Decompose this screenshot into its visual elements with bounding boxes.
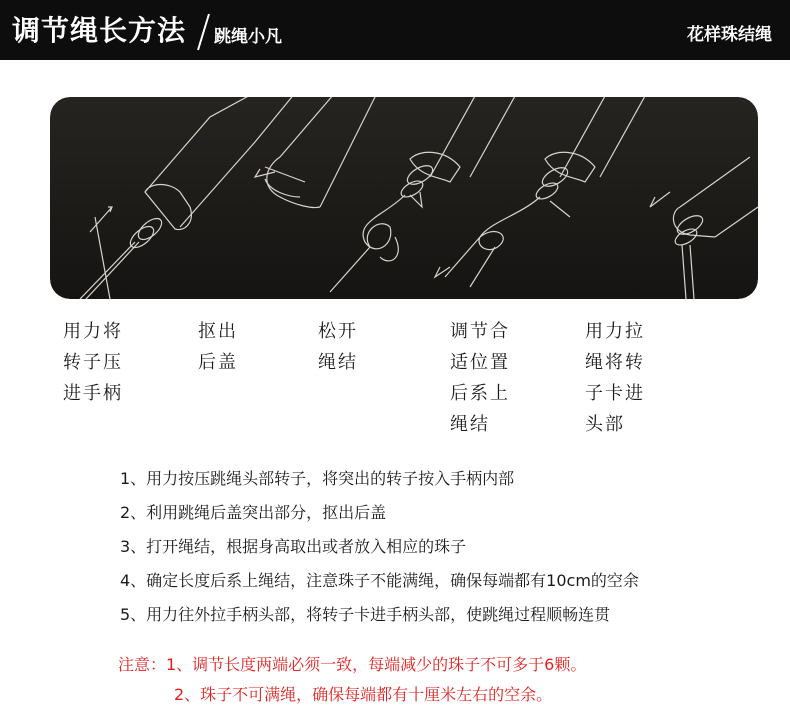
instruction-item: 3、打开绳结，根据身高取出或者放入相应的珠子 xyxy=(120,537,467,556)
product-name: 花样珠结绳 xyxy=(687,25,772,45)
step-label-line: 转子压 xyxy=(63,352,123,373)
step-label-line: 后系上 xyxy=(450,383,510,404)
step-labels xyxy=(0,316,790,446)
step-label-1 xyxy=(63,316,143,409)
instruction-item: 4、确定长度后系上绳结，注意珠子不能满绳，确保每端都有10cm的空余 xyxy=(120,571,639,590)
page-title: 调节绳长方法 xyxy=(12,14,187,47)
step-label-line: 绳将转 xyxy=(585,352,645,373)
step-label-line: 用力将 xyxy=(63,321,123,342)
note-item: 注意：1、调节长度两端必须一致，每端减少的珠子不可多于6颗。 xyxy=(118,655,587,674)
slash-divider-icon xyxy=(196,12,210,52)
step-label-line: 调节合 xyxy=(450,321,510,342)
step-label-line: 头部 xyxy=(585,414,625,435)
step-label-line: 进手柄 xyxy=(63,383,123,404)
step-label-line: 抠出 xyxy=(198,321,238,342)
step-label-line: 适位置 xyxy=(450,352,510,373)
step-label-5 xyxy=(585,316,665,440)
step-label-line: 用力拉 xyxy=(585,321,645,342)
notes-block xyxy=(118,650,778,710)
step-label-3 xyxy=(318,316,398,378)
instruction-list xyxy=(120,462,770,632)
step-label-4 xyxy=(450,316,530,440)
illustration-panel xyxy=(50,97,758,299)
note-item: 2、珠子不可满绳，确保每端都有十厘米左右的空余。 xyxy=(174,685,553,704)
instruction-item: 5、用力往外拉手柄头部，将转子卡进手柄头部，使跳绳过程顺畅连贯 xyxy=(120,605,611,624)
step-label-line: 后盖 xyxy=(198,352,238,373)
brand-subtitle: 跳绳小凡 xyxy=(214,27,282,47)
step-label-2 xyxy=(198,316,278,378)
instruction-item: 1、用力按压跳绳头部转子，将突出的转子按入手柄内部 xyxy=(120,469,515,488)
step-label-line: 松开 xyxy=(318,321,358,342)
step-label-line: 绳结 xyxy=(450,414,490,435)
instruction-item: 2、利用跳绳后盖突出部分，抠出后盖 xyxy=(120,503,387,522)
header-banner xyxy=(0,0,790,60)
step-label-line: 子卡进 xyxy=(585,383,645,404)
step-label-line: 绳结 xyxy=(318,352,358,373)
